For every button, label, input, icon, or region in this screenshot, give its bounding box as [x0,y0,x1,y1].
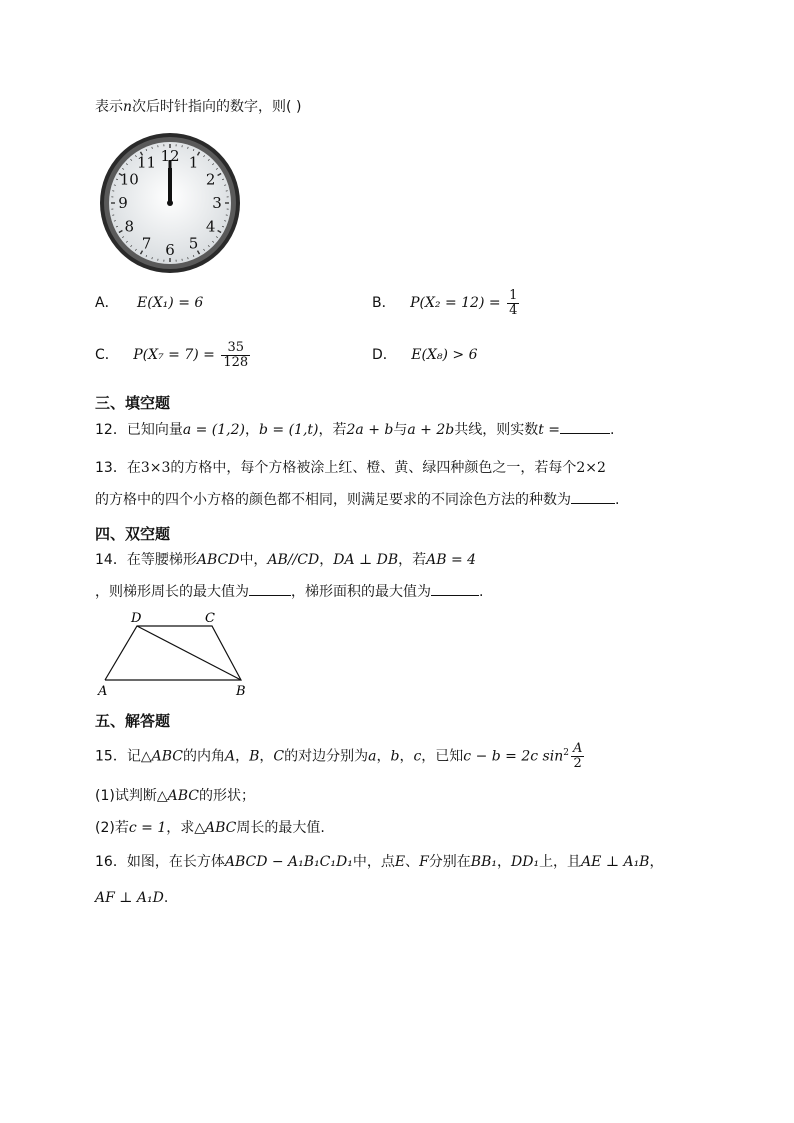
q15-text-1: 15．记 [95,748,141,765]
q15-part2-text-2: ，求 [166,820,195,836]
option-c-expr: P(X₇ = 7) = [133,347,215,363]
option-b-label: B． [372,295,396,311]
question-intro [95,97,301,117]
clock-number-8: 8 [124,217,135,236]
q12-vector-b: b = (1,t) [259,422,319,438]
option-d-expr: E(X₈) > 6 [411,347,478,363]
trap-label-a: A [98,684,108,699]
trap-label-b: B [236,684,246,699]
q15-triangle: △ABC [140,748,183,765]
q16-edge-bb1: BB₁ [470,854,497,870]
q16-comma-2: ， [649,854,664,870]
q16-comma: ， [497,854,511,870]
clock-number-1: 1 [188,153,199,172]
q15-part1-text-2: 的形状； [198,788,255,804]
q12-text-2: ，若 [318,422,347,438]
q13-text-2: 的方格中，每个方格被涂上红、橙、黄、绿四种颜色之一，若每个 [170,460,577,476]
q12-expr-1: 2a + b [346,422,394,438]
q16-sep: 、 [405,854,420,870]
question-14-line-1 [95,550,476,570]
question-13-line-2 [95,490,619,510]
option-b-num: 1 [509,287,518,303]
option-a [95,293,203,313]
q15-part2-triangle: △ABC [194,820,237,836]
q14-end: . [479,584,484,600]
q16-cond-1: AE ⊥ A₁B [581,854,650,870]
q15-part2-text: (2)若 [95,820,129,836]
trapezoid-figure [95,608,255,700]
q15-angle-b: B [249,748,260,765]
q13-answer-blank[interactable] [571,503,615,504]
q14-abcd: ABCD [196,552,240,568]
option-c [95,338,252,372]
question-15-part-2 [95,818,325,838]
question-14-line-2 [95,582,483,602]
q16-box: ABCD − A₁B₁C₁D₁ [224,854,353,870]
trap-label-c: C [205,611,215,626]
q16-text-4: 上，且 [539,854,582,870]
q16-text-2: 中，点 [352,854,395,870]
q13-grid-1: 3×3 [140,460,171,476]
question-15: 15．记△ABC的内角A，B，C的对边分别为a，b，c，已知c − b = 2c $\sin^2$ $\frac{A}{2}$ [95,741,583,772]
option-c-label: C． [95,347,119,363]
q15-part1-triangle: △ABC [156,788,199,804]
q14-cond-2: DA ⊥ DB [333,552,399,568]
q15-side-a: a [368,748,377,765]
section-heading-3: 三、填空题 [95,394,171,412]
q16-end: . [163,890,169,906]
q14-text-3: ，若 [398,552,427,568]
clock-number-5: 5 [188,234,199,253]
q15-part2-text-3: 周长的最大值. [236,820,325,836]
clock-number-10: 10 [119,170,139,189]
q14-text-1: 14．在等腰梯形 [95,552,197,568]
option-a-label: A． [95,295,119,311]
option-b-den: 4 [509,302,518,318]
clock-number-11: 11 [136,153,157,172]
q13-text-1: 13．在 [95,460,141,476]
question-16-line-2 [95,888,168,908]
q16-point-e: E [394,854,406,870]
option-b-expr: P(X₂ = 12) = [410,295,501,311]
q15-part1-text: (1)试判断 [95,788,157,804]
q14-text-5: ，梯形面积的最大值为 [291,584,431,600]
q15-side-c: c [413,748,422,765]
option-c-num: 35 [221,341,250,356]
q12-text-4: 共线，则实数 [454,422,539,438]
clock-number-9: 9 [118,194,128,212]
q12-answer-blank[interactable] [560,433,610,434]
intro-text-2: 次后时针指向的数字，则( ) [132,99,302,115]
q12-end: . [610,422,615,438]
q15-text-2: 的内角 [182,748,225,765]
q16-text-1: 16．如图，在长方体 [95,854,225,870]
question-12 [95,420,614,440]
q14-answer-blank-2[interactable] [431,595,479,596]
option-d-label: D． [372,347,397,363]
trap-label-d: D [131,611,142,626]
q15-text-3: 的对边分别为 [284,748,369,765]
option-b [372,286,521,320]
q13-grid-2: 2×2 [576,460,606,476]
q14-comma: ， [319,552,334,568]
q15-square: 2 [563,748,569,758]
q15-angle-a: A [224,748,236,765]
clock-image [99,132,241,274]
q16-cond-2: AF ⊥ A₁D [95,890,164,906]
q15-text-4: ，已知 [421,748,464,765]
q14-cond-1: AB//CD [267,552,320,568]
q15-frac-den: 2 [573,756,582,772]
option-a-expr: E(X₁) = 6 [137,295,204,311]
q14-text-4: ，则梯形周长的最大值为 [95,584,249,600]
q12-comma: ， [245,422,259,438]
q15-part2-c: c = 1 [128,820,167,836]
clock-number-2: 2 [205,170,216,189]
q13-text-3: 的方格中的四个小方格的颜色都不相同，则满足要求的不同涂色方法的种数为 [95,492,571,508]
q16-point-f: F [419,854,429,870]
clock-number-12: 12 [160,147,180,165]
q12-expr-2: a + 2b [407,422,455,438]
option-c-den: 128 [223,354,249,370]
q15-frac-num: A [572,741,583,757]
q12-t: t = [538,422,561,438]
q15-side-b: b [390,748,400,765]
q16-edge-dd1: DD₁ [511,854,540,870]
q13-end: . [615,492,620,508]
q16-text-3: 分别在 [428,854,471,870]
question-13-line-1 [95,458,606,478]
q12-vector-a: a = (1,2) [182,422,245,438]
q15-angle-c: C [273,748,285,765]
intro-text: 表示 [95,99,123,115]
clock-number-7: 7 [141,234,152,253]
question-16-line-1 [95,852,663,872]
clock-number-6: 6 [165,241,175,259]
intro-var: n [123,99,133,115]
section-heading-4: 四、双空题 [95,525,171,543]
q12-text-1: 12．已知向量 [95,422,183,438]
clock-number-4: 4 [205,217,216,236]
q15-equation: c − b = 2c sin [463,748,564,765]
q12-text-3: 与 [393,422,408,438]
option-d [372,345,478,365]
q14-cond-3: AB = 4 [426,552,477,568]
question-15-part-1 [95,786,255,806]
q14-answer-blank-1[interactable] [249,595,291,596]
q14-text-2: 中， [239,552,268,568]
section-heading-5: 五、解答题 [95,712,171,730]
clock-number-3: 3 [212,194,222,212]
